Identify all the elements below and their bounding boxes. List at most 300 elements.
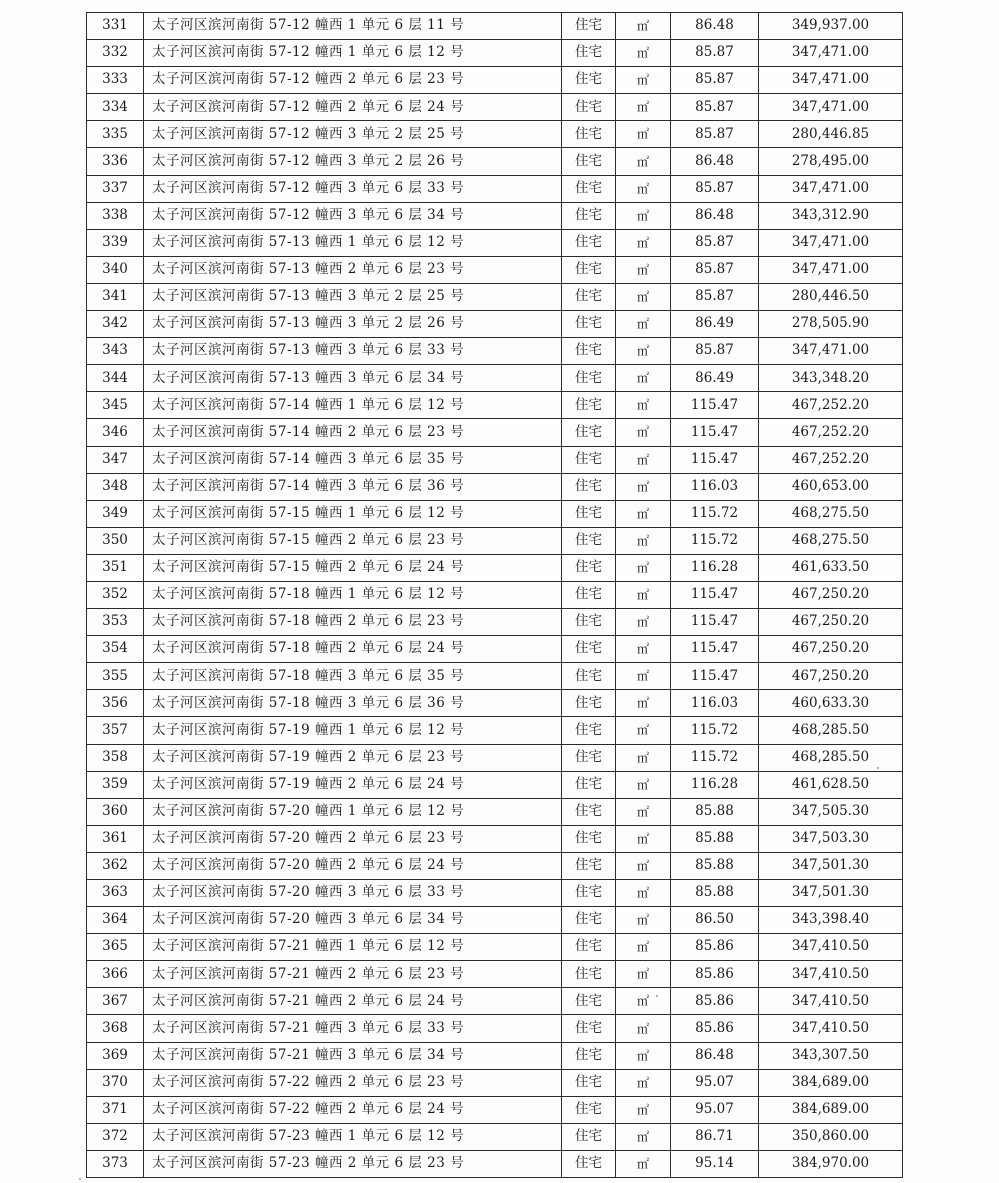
price-cell: 349,937.00 [759, 13, 903, 40]
address-cell: 太子河区滨河南街 57-23 幢西 2 单元 6 层 23 号 [144, 1150, 562, 1177]
price-cell: 343,398.40 [759, 907, 903, 934]
row-number-cell: 340 [87, 256, 144, 283]
unit-cell: ㎡ [616, 419, 671, 446]
table-row [87, 961, 903, 988]
area-cell: 116.03 [671, 473, 759, 500]
address-cell: 太子河区滨河南街 57-19 幢西 2 单元 6 层 23 号 [144, 744, 562, 771]
row-number-cell: 339 [87, 229, 144, 256]
usage-cell: 住宅 [562, 880, 616, 907]
address-cell: 太子河区滨河南街 57-21 幢西 3 单元 6 层 34 号 [144, 1042, 562, 1069]
price-cell: 460,653.00 [759, 473, 903, 500]
price-cell: 347,503.30 [759, 825, 903, 852]
table-row [87, 988, 903, 1015]
usage-cell: 住宅 [562, 744, 616, 771]
table-row [87, 852, 903, 879]
unit-cell: ㎡ [616, 988, 671, 1015]
row-number-cell: 364 [87, 907, 144, 934]
price-cell: 347,471.00 [759, 175, 903, 202]
row-number-cell: 372 [87, 1123, 144, 1150]
row-number-cell: 351 [87, 554, 144, 581]
area-cell: 85.88 [671, 880, 759, 907]
area-cell: 85.87 [671, 40, 759, 67]
unit-cell: ㎡ [616, 581, 671, 608]
area-cell: 85.87 [671, 175, 759, 202]
price-cell: 347,471.00 [759, 229, 903, 256]
address-cell: 太子河区滨河南街 57-12 幢西 2 单元 6 层 24 号 [144, 94, 562, 121]
unit-cell: ㎡ [616, 67, 671, 94]
table-row [87, 338, 903, 365]
row-number-cell: 354 [87, 636, 144, 663]
table-row [87, 636, 903, 663]
usage-cell: 住宅 [562, 717, 616, 744]
address-cell: 太子河区滨河南街 57-15 幢西 2 单元 6 层 23 号 [144, 527, 562, 554]
row-number-cell: 338 [87, 202, 144, 229]
unit-cell: ㎡ [616, 256, 671, 283]
address-cell: 太子河区滨河南街 57-21 幢西 3 单元 6 层 33 号 [144, 1015, 562, 1042]
row-number-cell: 362 [87, 852, 144, 879]
price-cell: 347,471.00 [759, 94, 903, 121]
address-cell: 太子河区滨河南街 57-18 幢西 3 单元 6 层 35 号 [144, 663, 562, 690]
row-number-cell: 359 [87, 771, 144, 798]
unit-cell: ㎡ [616, 473, 671, 500]
unit-cell: ㎡ [616, 175, 671, 202]
address-cell: 太子河区滨河南街 57-18 幢西 2 单元 6 层 23 号 [144, 609, 562, 636]
address-cell: 太子河区滨河南街 57-12 幢西 3 单元 6 层 34 号 [144, 202, 562, 229]
table-row [87, 67, 903, 94]
usage-cell: 住宅 [562, 690, 616, 717]
address-cell: 太子河区滨河南街 57-13 幢西 1 单元 6 层 12 号 [144, 229, 562, 256]
address-cell: 太子河区滨河南街 57-13 幢西 2 单元 6 层 23 号 [144, 256, 562, 283]
usage-cell: 住宅 [562, 771, 616, 798]
table-row [87, 473, 903, 500]
row-number-cell: 365 [87, 934, 144, 961]
table-row [87, 907, 903, 934]
address-cell: 太子河区滨河南街 57-13 幢西 3 单元 6 层 34 号 [144, 365, 562, 392]
usage-cell: 住宅 [562, 473, 616, 500]
usage-cell: 住宅 [562, 283, 616, 310]
area-cell: 115.72 [671, 717, 759, 744]
unit-cell: ㎡ [616, 1069, 671, 1096]
address-cell: 太子河区滨河南街 57-22 幢西 2 单元 6 层 23 号 [144, 1069, 562, 1096]
address-cell: 太子河区滨河南街 57-14 幢西 3 单元 6 层 35 号 [144, 446, 562, 473]
area-cell: 115.47 [671, 663, 759, 690]
price-cell: 347,501.30 [759, 852, 903, 879]
price-cell: 347,501.30 [759, 880, 903, 907]
price-cell: 384,689.00 [759, 1096, 903, 1123]
usage-cell: 住宅 [562, 256, 616, 283]
table-row [87, 1069, 903, 1096]
row-number-cell: 336 [87, 148, 144, 175]
usage-cell: 住宅 [562, 798, 616, 825]
usage-cell: 住宅 [562, 609, 616, 636]
unit-cell: ㎡ [616, 338, 671, 365]
unit-cell: ㎡ [616, 880, 671, 907]
usage-cell: 住宅 [562, 1042, 616, 1069]
usage-cell: 住宅 [562, 311, 616, 338]
address-cell: 太子河区滨河南街 57-12 幢西 2 单元 6 层 23 号 [144, 67, 562, 94]
price-cell: 467,250.20 [759, 581, 903, 608]
row-number-cell: 335 [87, 121, 144, 148]
usage-cell: 住宅 [562, 663, 616, 690]
unit-cell: ㎡ [616, 961, 671, 988]
address-cell: 太子河区滨河南街 57-18 幢西 2 单元 6 层 24 号 [144, 636, 562, 663]
scan-speck [656, 995, 658, 997]
area-cell: 86.49 [671, 365, 759, 392]
area-cell: 85.88 [671, 852, 759, 879]
row-number-cell: 356 [87, 690, 144, 717]
address-cell: 太子河区滨河南街 57-13 幢西 3 单元 6 层 33 号 [144, 338, 562, 365]
area-cell: 115.47 [671, 419, 759, 446]
price-cell: 467,252.20 [759, 392, 903, 419]
usage-cell: 住宅 [562, 1096, 616, 1123]
row-number-cell: 353 [87, 609, 144, 636]
address-cell: 太子河区滨河南街 57-19 幢西 1 单元 6 层 12 号 [144, 717, 562, 744]
price-cell: 278,505.90 [759, 311, 903, 338]
usage-cell: 住宅 [562, 907, 616, 934]
usage-cell: 住宅 [562, 1069, 616, 1096]
usage-cell: 住宅 [562, 1123, 616, 1150]
unit-cell: ㎡ [616, 392, 671, 419]
unit-cell: ㎡ [616, 1042, 671, 1069]
price-cell: 347,410.50 [759, 988, 903, 1015]
table-row [87, 94, 903, 121]
address-cell: 太子河区滨河南街 57-20 幢西 3 单元 6 层 33 号 [144, 880, 562, 907]
unit-cell: ㎡ [616, 554, 671, 581]
price-cell: 467,252.20 [759, 446, 903, 473]
table-row [87, 744, 903, 771]
row-number-cell: 369 [87, 1042, 144, 1069]
table-row [87, 148, 903, 175]
price-cell: 347,471.00 [759, 256, 903, 283]
unit-cell: ㎡ [616, 148, 671, 175]
address-cell: 太子河区滨河南街 57-12 幢西 3 单元 6 层 33 号 [144, 175, 562, 202]
table-row [87, 934, 903, 961]
row-number-cell: 349 [87, 500, 144, 527]
row-number-cell: 371 [87, 1096, 144, 1123]
unit-cell: ㎡ [616, 636, 671, 663]
area-cell: 115.72 [671, 500, 759, 527]
area-cell: 85.87 [671, 229, 759, 256]
price-cell: 467,250.20 [759, 609, 903, 636]
area-cell: 116.03 [671, 690, 759, 717]
row-number-cell: 367 [87, 988, 144, 1015]
table-row [87, 419, 903, 446]
row-number-cell: 370 [87, 1069, 144, 1096]
usage-cell: 住宅 [562, 392, 616, 419]
table-row [87, 446, 903, 473]
row-number-cell: 344 [87, 365, 144, 392]
area-cell: 115.72 [671, 527, 759, 554]
usage-cell: 住宅 [562, 338, 616, 365]
row-number-cell: 363 [87, 880, 144, 907]
row-number-cell: 373 [87, 1150, 144, 1177]
area-cell: 86.48 [671, 13, 759, 40]
row-number-cell: 352 [87, 581, 144, 608]
price-cell: 347,471.00 [759, 40, 903, 67]
row-number-cell: 360 [87, 798, 144, 825]
unit-cell: ㎡ [616, 934, 671, 961]
table-row [87, 392, 903, 419]
row-number-cell: 341 [87, 283, 144, 310]
area-cell: 85.86 [671, 988, 759, 1015]
area-cell: 86.49 [671, 311, 759, 338]
unit-cell: ㎡ [616, 798, 671, 825]
price-cell: 384,970.00 [759, 1150, 903, 1177]
usage-cell: 住宅 [562, 13, 616, 40]
row-number-cell: 355 [87, 663, 144, 690]
price-cell: 468,275.50 [759, 500, 903, 527]
area-cell: 85.88 [671, 798, 759, 825]
address-cell: 太子河区滨河南街 57-15 幢西 1 单元 6 层 12 号 [144, 500, 562, 527]
row-number-cell: 343 [87, 338, 144, 365]
price-cell: 468,285.50 [759, 717, 903, 744]
usage-cell: 住宅 [562, 229, 616, 256]
usage-cell: 住宅 [562, 148, 616, 175]
area-cell: 86.48 [671, 1042, 759, 1069]
address-cell: 太子河区滨河南街 57-19 幢西 2 单元 6 层 24 号 [144, 771, 562, 798]
area-cell: 115.72 [671, 744, 759, 771]
unit-cell: ㎡ [616, 907, 671, 934]
unit-cell: ㎡ [616, 771, 671, 798]
table-row [87, 40, 903, 67]
row-number-cell: 334 [87, 94, 144, 121]
price-cell: 347,410.50 [759, 961, 903, 988]
table-body [87, 13, 903, 1178]
table-row [87, 1123, 903, 1150]
usage-cell: 住宅 [562, 94, 616, 121]
table-row [87, 1096, 903, 1123]
usage-cell: 住宅 [562, 67, 616, 94]
address-cell: 太子河区滨河南街 57-20 幢西 2 单元 6 层 24 号 [144, 852, 562, 879]
price-cell: 461,628.50 [759, 771, 903, 798]
table-row [87, 13, 903, 40]
row-number-cell: 357 [87, 717, 144, 744]
price-cell: 347,410.50 [759, 1015, 903, 1042]
usage-cell: 住宅 [562, 202, 616, 229]
table-row [87, 121, 903, 148]
usage-cell: 住宅 [562, 446, 616, 473]
address-cell: 太子河区滨河南街 57-22 幢西 2 单元 6 层 24 号 [144, 1096, 562, 1123]
row-number-cell: 368 [87, 1015, 144, 1042]
area-cell: 86.48 [671, 202, 759, 229]
usage-cell: 住宅 [562, 825, 616, 852]
table-row [87, 283, 903, 310]
unit-cell: ㎡ [616, 852, 671, 879]
address-cell: 太子河区滨河南街 57-20 幢西 1 单元 6 层 12 号 [144, 798, 562, 825]
area-cell: 85.87 [671, 67, 759, 94]
table-row [87, 1015, 903, 1042]
row-number-cell: 346 [87, 419, 144, 446]
price-cell: 347,471.00 [759, 338, 903, 365]
address-cell: 太子河区滨河南街 57-23 幢西 1 单元 6 层 12 号 [144, 1123, 562, 1150]
price-cell: 343,348.20 [759, 365, 903, 392]
area-cell: 115.47 [671, 609, 759, 636]
scan-speck [877, 767, 879, 769]
area-cell: 116.28 [671, 771, 759, 798]
unit-cell: ㎡ [616, 365, 671, 392]
price-cell: 343,307.50 [759, 1042, 903, 1069]
row-number-cell: 366 [87, 961, 144, 988]
address-cell: 太子河区滨河南街 57-12 幢西 3 单元 2 层 26 号 [144, 148, 562, 175]
table-row [87, 256, 903, 283]
scan-speck [79, 1178, 81, 1180]
unit-cell: ㎡ [616, 13, 671, 40]
table-row [87, 365, 903, 392]
usage-cell: 住宅 [562, 419, 616, 446]
unit-cell: ㎡ [616, 609, 671, 636]
table-row [87, 609, 903, 636]
table-row [87, 581, 903, 608]
unit-cell: ㎡ [616, 446, 671, 473]
unit-cell: ㎡ [616, 744, 671, 771]
unit-cell: ㎡ [616, 527, 671, 554]
address-cell: 太子河区滨河南街 57-12 幢西 1 单元 6 层 12 号 [144, 40, 562, 67]
row-number-cell: 332 [87, 40, 144, 67]
area-cell: 115.47 [671, 581, 759, 608]
unit-cell: ㎡ [616, 663, 671, 690]
table-row [87, 717, 903, 744]
unit-cell: ㎡ [616, 229, 671, 256]
area-cell: 116.28 [671, 554, 759, 581]
area-cell: 85.87 [671, 283, 759, 310]
address-cell: 太子河区滨河南街 57-18 幢西 1 单元 6 层 12 号 [144, 581, 562, 608]
unit-cell: ㎡ [616, 1096, 671, 1123]
table-row [87, 311, 903, 338]
price-cell: 350,860.00 [759, 1123, 903, 1150]
price-cell: 343,312.90 [759, 202, 903, 229]
usage-cell: 住宅 [562, 121, 616, 148]
area-cell: 115.47 [671, 392, 759, 419]
row-number-cell: 337 [87, 175, 144, 202]
area-cell: 86.50 [671, 907, 759, 934]
usage-cell: 住宅 [562, 554, 616, 581]
table-row [87, 663, 903, 690]
area-cell: 85.87 [671, 338, 759, 365]
address-cell: 太子河区滨河南街 57-12 幢西 1 单元 6 层 11 号 [144, 13, 562, 40]
unit-cell: ㎡ [616, 311, 671, 338]
area-cell: 85.86 [671, 961, 759, 988]
row-number-cell: 358 [87, 744, 144, 771]
address-cell: 太子河区滨河南街 57-15 幢西 2 单元 6 层 24 号 [144, 554, 562, 581]
usage-cell: 住宅 [562, 636, 616, 663]
area-cell: 95.07 [671, 1069, 759, 1096]
unit-cell: ㎡ [616, 1150, 671, 1177]
address-cell: 太子河区滨河南街 57-14 幢西 1 单元 6 层 12 号 [144, 392, 562, 419]
area-cell: 95.07 [671, 1096, 759, 1123]
table-row [87, 1150, 903, 1177]
area-cell: 85.87 [671, 121, 759, 148]
row-number-cell: 347 [87, 446, 144, 473]
table-row [87, 771, 903, 798]
price-cell: 347,505.30 [759, 798, 903, 825]
usage-cell: 住宅 [562, 1150, 616, 1177]
price-cell: 467,250.20 [759, 636, 903, 663]
price-cell: 467,250.20 [759, 663, 903, 690]
row-number-cell: 348 [87, 473, 144, 500]
usage-cell: 住宅 [562, 175, 616, 202]
table-row [87, 880, 903, 907]
address-cell: 太子河区滨河南街 57-20 幢西 3 单元 6 层 34 号 [144, 907, 562, 934]
usage-cell: 住宅 [562, 852, 616, 879]
area-cell: 85.87 [671, 256, 759, 283]
address-cell: 太子河区滨河南街 57-20 幢西 2 单元 6 层 23 号 [144, 825, 562, 852]
table-row [87, 554, 903, 581]
usage-cell: 住宅 [562, 934, 616, 961]
usage-cell: 住宅 [562, 1015, 616, 1042]
price-cell: 278,495.00 [759, 148, 903, 175]
address-cell: 太子河区滨河南街 57-21 幢西 1 单元 6 层 12 号 [144, 934, 562, 961]
price-cell: 467,252.20 [759, 419, 903, 446]
usage-cell: 住宅 [562, 365, 616, 392]
area-cell: 85.86 [671, 934, 759, 961]
address-cell: 太子河区滨河南街 57-13 幢西 3 单元 2 层 25 号 [144, 283, 562, 310]
address-cell: 太子河区滨河南街 57-14 幢西 3 单元 6 层 36 号 [144, 473, 562, 500]
unit-cell: ㎡ [616, 202, 671, 229]
table-row [87, 202, 903, 229]
table-row [87, 229, 903, 256]
price-cell: 468,275.50 [759, 527, 903, 554]
table-row [87, 1042, 903, 1069]
row-number-cell: 342 [87, 311, 144, 338]
area-cell: 86.48 [671, 148, 759, 175]
unit-cell: ㎡ [616, 1123, 671, 1150]
address-cell: 太子河区滨河南街 57-21 幢西 2 单元 6 层 24 号 [144, 988, 562, 1015]
unit-cell: ㎡ [616, 1015, 671, 1042]
row-number-cell: 331 [87, 13, 144, 40]
unit-cell: ㎡ [616, 690, 671, 717]
usage-cell: 住宅 [562, 581, 616, 608]
row-number-cell: 361 [87, 825, 144, 852]
address-cell: 太子河区滨河南街 57-21 幢西 2 单元 6 层 23 号 [144, 961, 562, 988]
price-cell: 280,446.50 [759, 283, 903, 310]
usage-cell: 住宅 [562, 988, 616, 1015]
area-cell: 85.87 [671, 94, 759, 121]
unit-cell: ㎡ [616, 283, 671, 310]
price-cell: 384,689.00 [759, 1069, 903, 1096]
price-cell: 347,471.00 [759, 67, 903, 94]
usage-cell: 住宅 [562, 961, 616, 988]
table-row [87, 500, 903, 527]
unit-cell: ㎡ [616, 500, 671, 527]
table-row [87, 690, 903, 717]
unit-cell: ㎡ [616, 94, 671, 121]
area-cell: 115.47 [671, 636, 759, 663]
price-cell: 280,446.85 [759, 121, 903, 148]
area-cell: 86.71 [671, 1123, 759, 1150]
row-number-cell: 333 [87, 67, 144, 94]
area-cell: 85.86 [671, 1015, 759, 1042]
usage-cell: 住宅 [562, 500, 616, 527]
address-cell: 太子河区滨河南街 57-13 幢西 3 单元 2 层 26 号 [144, 311, 562, 338]
property-price-table [86, 12, 903, 1178]
area-cell: 85.88 [671, 825, 759, 852]
table-row [87, 825, 903, 852]
price-cell: 460,633.30 [759, 690, 903, 717]
address-cell: 太子河区滨河南街 57-18 幢西 3 单元 6 层 36 号 [144, 690, 562, 717]
usage-cell: 住宅 [562, 527, 616, 554]
unit-cell: ㎡ [616, 717, 671, 744]
unit-cell: ㎡ [616, 40, 671, 67]
table-row [87, 527, 903, 554]
table-row [87, 798, 903, 825]
address-cell: 太子河区滨河南街 57-12 幢西 3 单元 2 层 25 号 [144, 121, 562, 148]
table-row [87, 175, 903, 202]
unit-cell: ㎡ [616, 825, 671, 852]
row-number-cell: 345 [87, 392, 144, 419]
price-cell: 461,633.50 [759, 554, 903, 581]
area-cell: 115.47 [671, 446, 759, 473]
price-cell: 347,410.50 [759, 934, 903, 961]
